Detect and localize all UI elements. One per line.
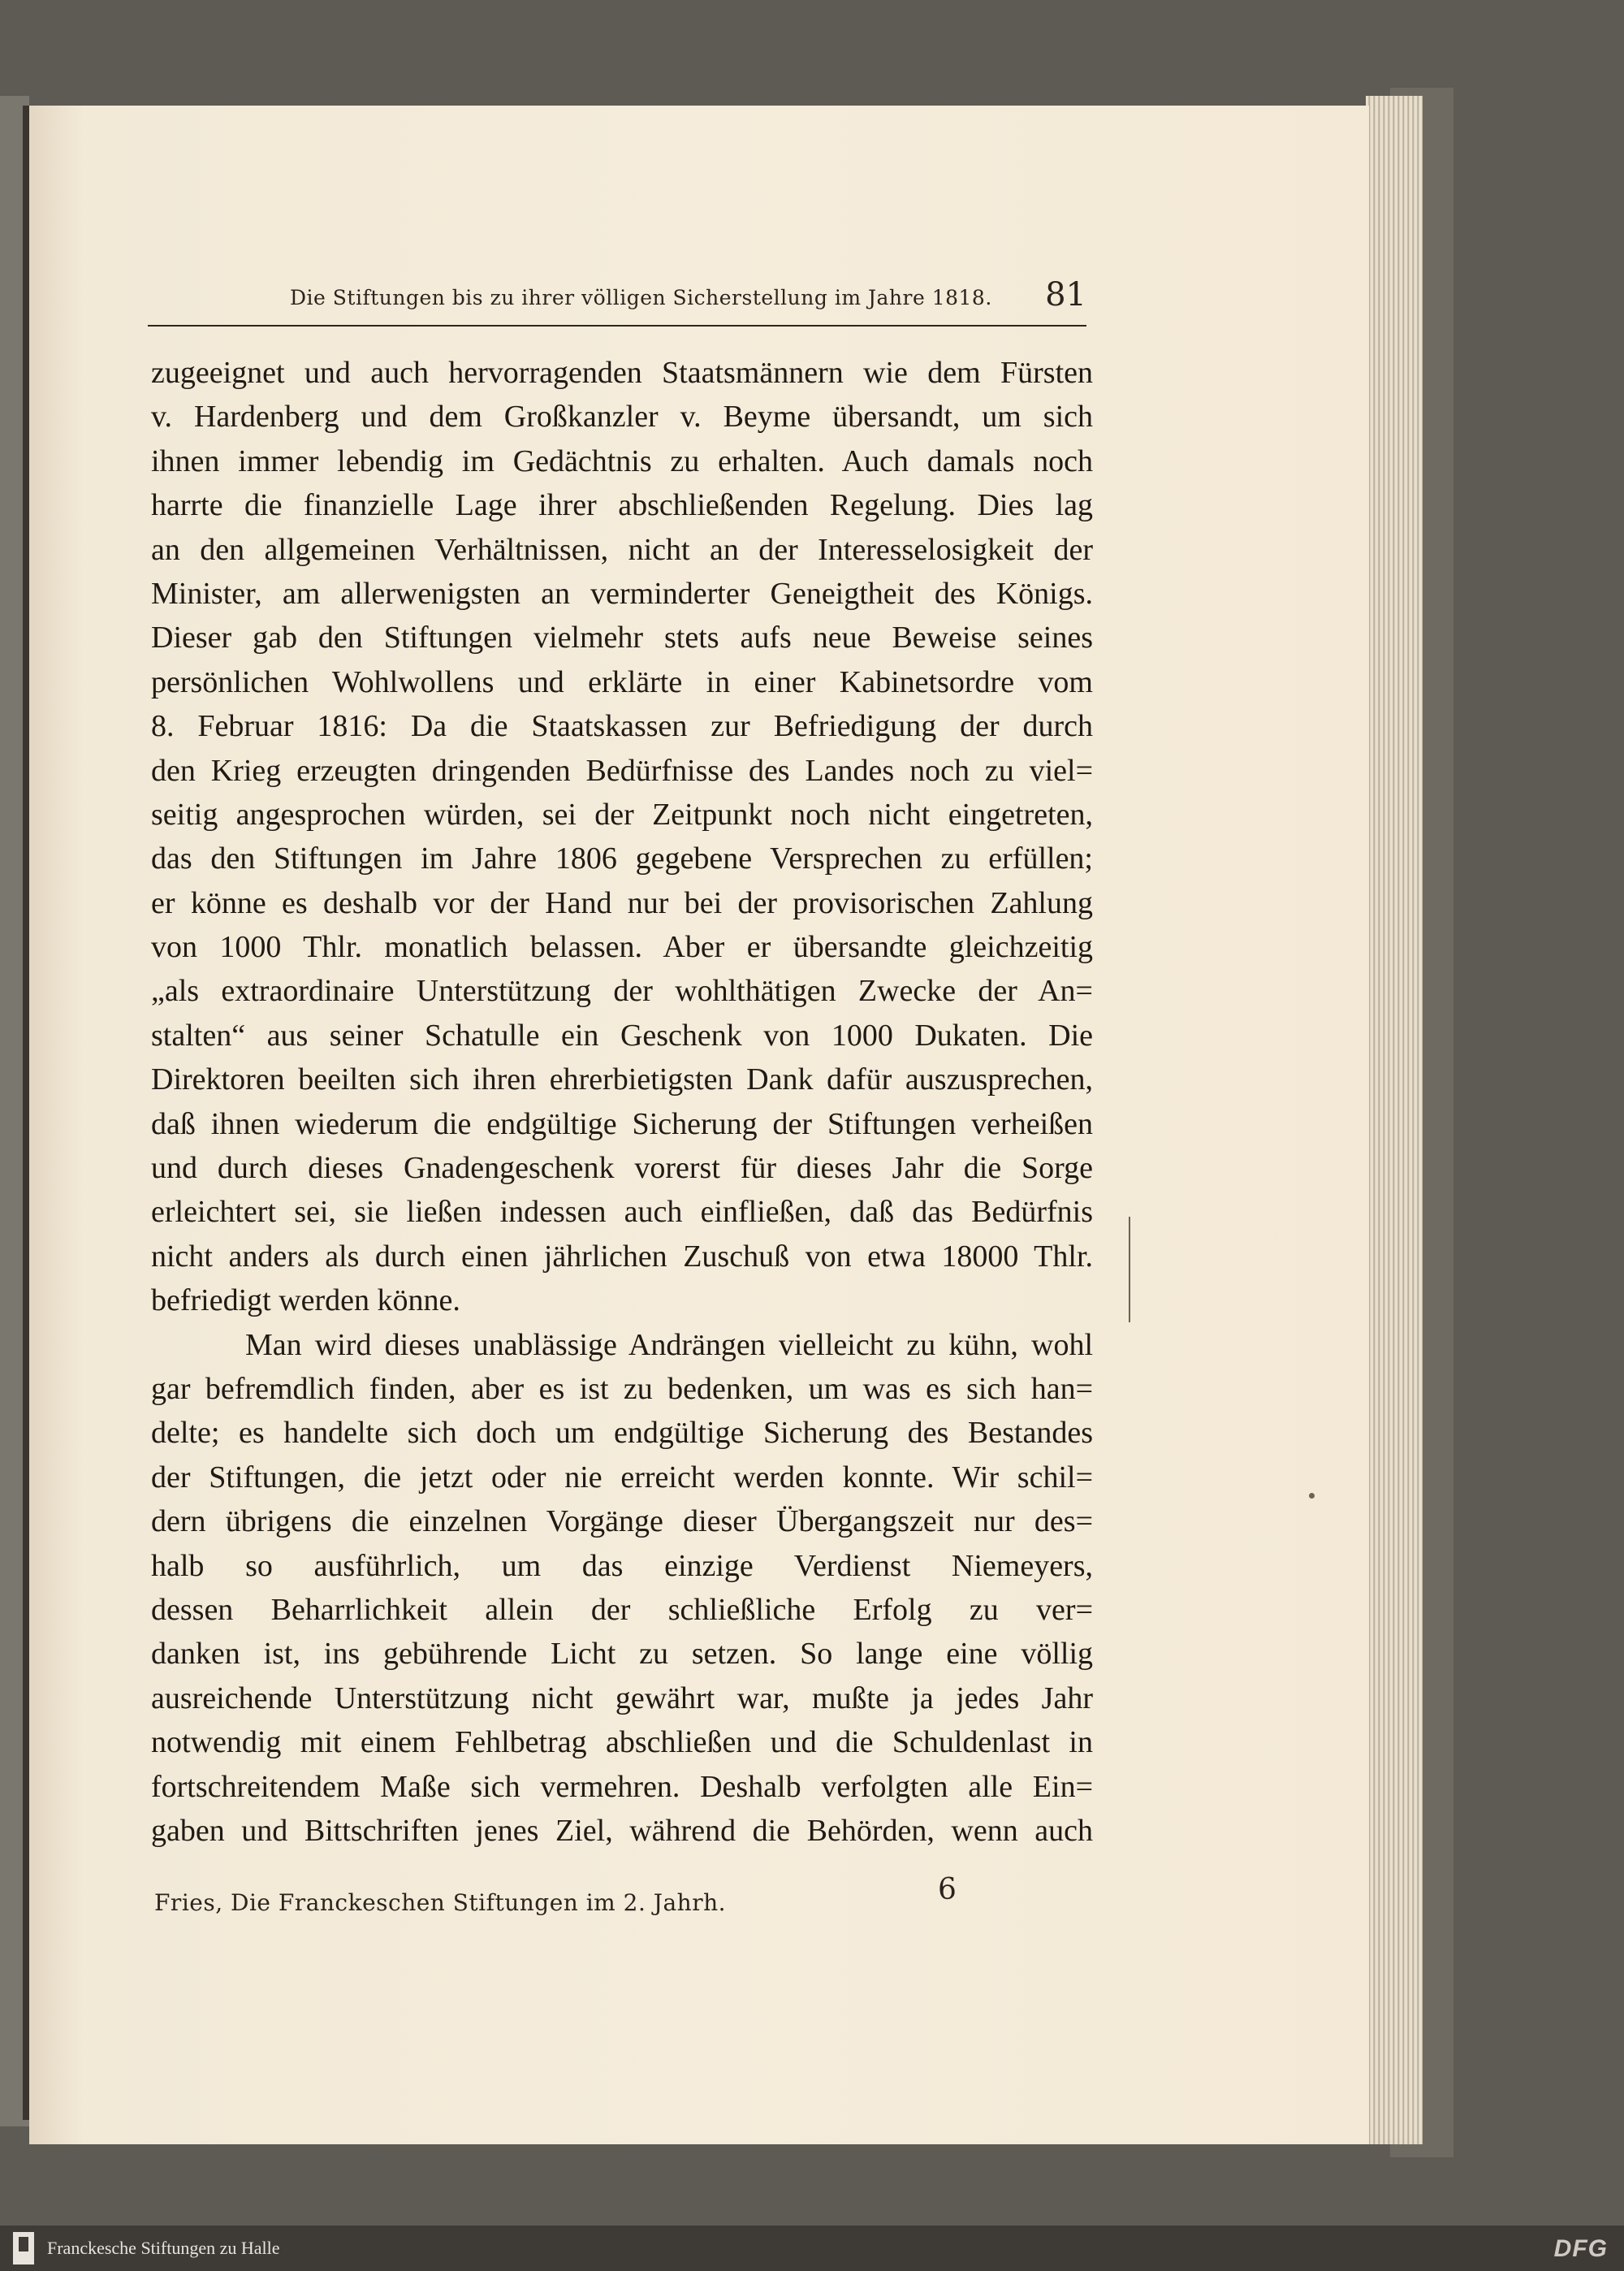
text-line: gaben und Bittschriften jenes Ziel, während die Behörden, wenn auch — [151, 1813, 1093, 1848]
text-line: das den Stiftungen im Jahre 1806 gegebene Versprechen zu erfüllen; — [151, 841, 1093, 876]
text-line: und durch dieses Gnadengeschenk vorerst für dieses Jahr die Sorge — [151, 1151, 1093, 1186]
page-spot — [1309, 1493, 1315, 1499]
text-line: 8. Februar 1816: Da die Staatskassen zur Befriedigung der durch — [151, 709, 1093, 744]
page-header — [148, 276, 1086, 327]
text-line: Minister, am allerwenigsten an verminderter Geneigtheit des Königs. — [151, 576, 1093, 611]
text-line: daß ihnen wiederum die endgültige Sicherung der Stiftungen verheißen — [151, 1106, 1093, 1141]
text-line: seitig angesprochen würden, sei der Zeitpunkt noch nicht eingetreten, — [151, 797, 1093, 832]
pencil-margin-mark — [1129, 1217, 1130, 1322]
signature-line: Fries, Die Franckeschen Stiftungen im 2. Jahrh. — [154, 1889, 727, 1916]
text-line: ausreichende Unterstützung nicht gewährt war, mußte ja jedes Jahr — [151, 1681, 1093, 1715]
signature-number: 6 — [938, 1873, 957, 1906]
text-line: stalten“ aus seiner Schatulle ein Geschenk von 1000 Dukaten. Die — [151, 1018, 1093, 1053]
page-edges — [1366, 96, 1423, 2144]
text-line: an den allgemeinen Verhältnissen, nicht an der Interesselosigkeit der — [151, 532, 1093, 567]
text-line: danken ist, ins gebührende Licht zu setzen. So lange eine völlig — [151, 1637, 1093, 1672]
text-line: v. Hardenberg und dem Großkanzler v. Beyme übersandt, um sich — [151, 400, 1093, 435]
text-line: persönlichen Wohlwollens und erklärte in einer Kabinetsordre vom — [151, 664, 1093, 699]
text-line: der Stiftungen, die jetzt oder nie erreicht werden konnte. Wir schil= — [151, 1460, 1093, 1495]
running-head: Die Stiftungen bis zu ihrer völligen Sicherstellung im Jahre 1818. — [290, 286, 992, 309]
text-line: den Krieg erzeugten dringenden Bedürfnisse des Landes noch zu viel= — [151, 753, 1093, 788]
text-line: zugeeignet und auch hervorragenden Staatsmännern wie dem Fürsten — [151, 356, 1093, 390]
text-line: erleichtert sei, sie ließen indessen auch einfließen, daß das Bedürfnis — [151, 1195, 1093, 1230]
text-line: er könne es deshalb vor der Hand nur bei der provisorischen Zahlung — [151, 885, 1093, 920]
text-line: befriedigt werden könne. — [151, 1283, 460, 1318]
body-text — [151, 351, 1093, 1853]
page-number: 81 — [1045, 276, 1086, 314]
viewer-footer — [0, 2226, 1624, 2271]
text-line: halb so ausführlich, um das einzige Verdienst Niemeyers, — [151, 1548, 1093, 1583]
text-line: harrte die finanzielle Lage ihrer abschließenden Regelung. Dies lag — [151, 488, 1093, 523]
text-line: delte; es handelte sich doch um endgültige Sicherung des Bestandes — [151, 1416, 1093, 1451]
text-line: ihnen immer lebendig im Gedächtnis zu erhalten. Auch damals noch — [151, 443, 1093, 478]
institution-name: Franckesche Stiftungen zu Halle — [47, 2238, 280, 2258]
text-line: Dieser gab den Stiftungen vielmehr stets aufs neue Beweise seines — [151, 621, 1093, 655]
text-line: von 1000 Thlr. monatlich belassen. Aber er übersandte gleichzeitig — [151, 930, 1093, 965]
book-page — [29, 106, 1369, 2144]
text-line: nicht anders als durch einen jährlichen Zuschuß von etwa 18000 Thlr. — [151, 1239, 1093, 1274]
text-line: dessen Beharrlichkeit allein der schließliche Erfolg zu ver= — [151, 1592, 1093, 1627]
text-line: fortschreitendem Maße sich vermehren. Deshalb verfolgten alle Ein= — [151, 1769, 1093, 1804]
text-line: notwendig mit einem Fehlbetrag abschließen und die Schuldenlast in — [151, 1725, 1093, 1760]
text-line: Direktoren beeilten sich ihren ehrerbietigsten Dank dafür auszusprechen, — [151, 1062, 1093, 1097]
text-line: dern übrigens die einzelnen Vorgänge dieser Übergangszeit nur des= — [151, 1504, 1093, 1539]
institution-logo-icon — [13, 2232, 34, 2265]
text-line: Man wird dieses unablässige Andrängen vielleicht zu kühn, wohl — [245, 1327, 1093, 1362]
dfg-logo: DFG — [1553, 2235, 1608, 2262]
text-line: gar befremdlich finden, aber es ist zu bedenken, um was es sich han= — [151, 1371, 1093, 1406]
text-line: „als extraordinaire Unterstützung der wohlthätigen Zwecke der An= — [151, 974, 1093, 1009]
